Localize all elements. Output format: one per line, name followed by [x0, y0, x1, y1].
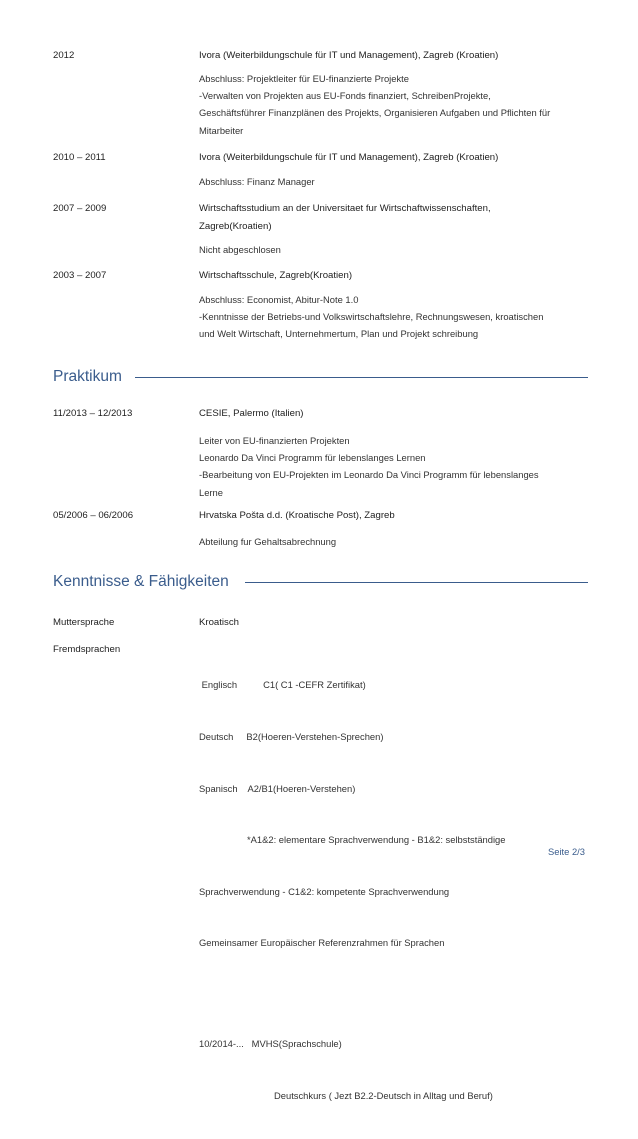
description-line: Lerne	[199, 486, 223, 498]
description-line: Abschluss: Economist, Abitur-Note 1.0	[199, 294, 359, 305]
entry-description	[199, 70, 599, 139]
description-line: Leiter von EU-finanzierten Projekten	[199, 435, 350, 446]
description-line: -Bearbeitung von EU-Projekten im Leonardo Da Vinci Programm für lebenslanges	[199, 469, 539, 481]
title-line: Zagreb(Kroatien)	[199, 221, 272, 232]
cefr-note: *A1&2: elementare Sprachverwendung - B1&2: selbstständige	[247, 834, 506, 846]
entry-title: Ivora (Weiterbildungschule für IT und Management), Zagreb (Kroatien)	[199, 152, 499, 163]
skill-label: Fremdsprachen	[53, 644, 121, 655]
course-line: Deutschkurs ( Jezt B2.2-Deutsch in Alltag und Beruf)	[274, 1090, 493, 1102]
entry-title: CESIE, Palermo (Italien)	[199, 408, 304, 419]
course-line: 10/2014-... MVHS(Sprachschule)	[199, 1038, 342, 1050]
entry-title: Wirtschaftsschule, Zagreb(Kroatien)	[199, 270, 353, 281]
description-line: Mitarbeiter	[199, 124, 244, 136]
description-line: Abschluss: Finanz Manager	[199, 176, 315, 187]
section-header-skills	[53, 571, 588, 595]
entry-date: 2003 – 2007	[53, 270, 107, 281]
entry-title: Hrvatska Pošta d.d. (Kroatische Post), Zagreb	[199, 510, 395, 521]
section-header-praktikum	[53, 366, 588, 390]
section-title: Kenntnisse & Fähigkeiten	[53, 573, 229, 590]
entry-date: 05/2006 – 06/2006	[53, 510, 134, 521]
description-line: Abteilung fur Gehaltsabrechnung	[199, 536, 337, 547]
description-line: -Verwalten von Projekten aus EU-Fonds finanziert, SchreibenProjekte,	[199, 90, 491, 102]
language-line: Spanisch A2/B1(Hoeren-Verstehen)	[199, 782, 356, 794]
cefr-note: Sprachverwendung - C1&2: kompetente Sprachverwendung	[199, 885, 450, 897]
title-line: Wirtschaftsstudium an der Universitaet fur Wirtschaftwissenschaften,	[199, 203, 491, 214]
description-line: Abschluss: Projektleiter für EU-finanzierte Projekte	[199, 73, 409, 84]
section-divider	[135, 377, 588, 378]
entry-description	[199, 291, 599, 343]
entry-title: Ivora (Weiterbildungschule für IT und Management), Zagreb (Kroatien)	[199, 50, 499, 61]
entry-description	[199, 432, 599, 501]
entry-description	[199, 241, 599, 258]
entry-title	[199, 200, 593, 236]
description-line: Leonardo Da Vinci Programm für lebenslanges Lernen	[199, 452, 426, 464]
cefr-note: Gemeinsamer Europäischer Referenzrahmen für Sprachen	[199, 937, 445, 949]
language-list	[199, 642, 599, 1139]
entry-date: 11/2013 – 12/2013	[53, 408, 133, 419]
language-line: Englisch C1( C1 -CEFR Zertifikat)	[199, 679, 366, 691]
language-line: Deutsch B2(Hoeren-Verstehen-Sprechen)	[199, 731, 384, 743]
entry-date: 2012	[53, 50, 75, 61]
section-title: Praktikum	[53, 368, 122, 385]
description-line: und Welt Wirtschaft, Unternehmertum, Plan und Projekt schreibung	[199, 328, 479, 340]
entry-description	[199, 533, 599, 550]
entry-description	[199, 173, 599, 190]
skill-value: Kroatisch	[199, 617, 239, 628]
page-number: Seite 2/3	[547, 846, 585, 857]
description-line: Nicht abgeschlosen	[199, 244, 281, 255]
entry-date: 2007 – 2009	[53, 203, 107, 214]
skill-label: Muttersprache	[53, 617, 115, 628]
section-divider	[245, 582, 588, 583]
entry-date: 2010 – 2011	[53, 152, 106, 163]
description-line: -Kenntnisse der Betriebs-und Volkswirtschaftslehre, Rechnungswesen, kroatischen	[199, 311, 544, 323]
description-line: Geschäftsführer Finanzplänen des Projekts, Organisieren Aufgaben und Pflichten für	[199, 107, 551, 119]
